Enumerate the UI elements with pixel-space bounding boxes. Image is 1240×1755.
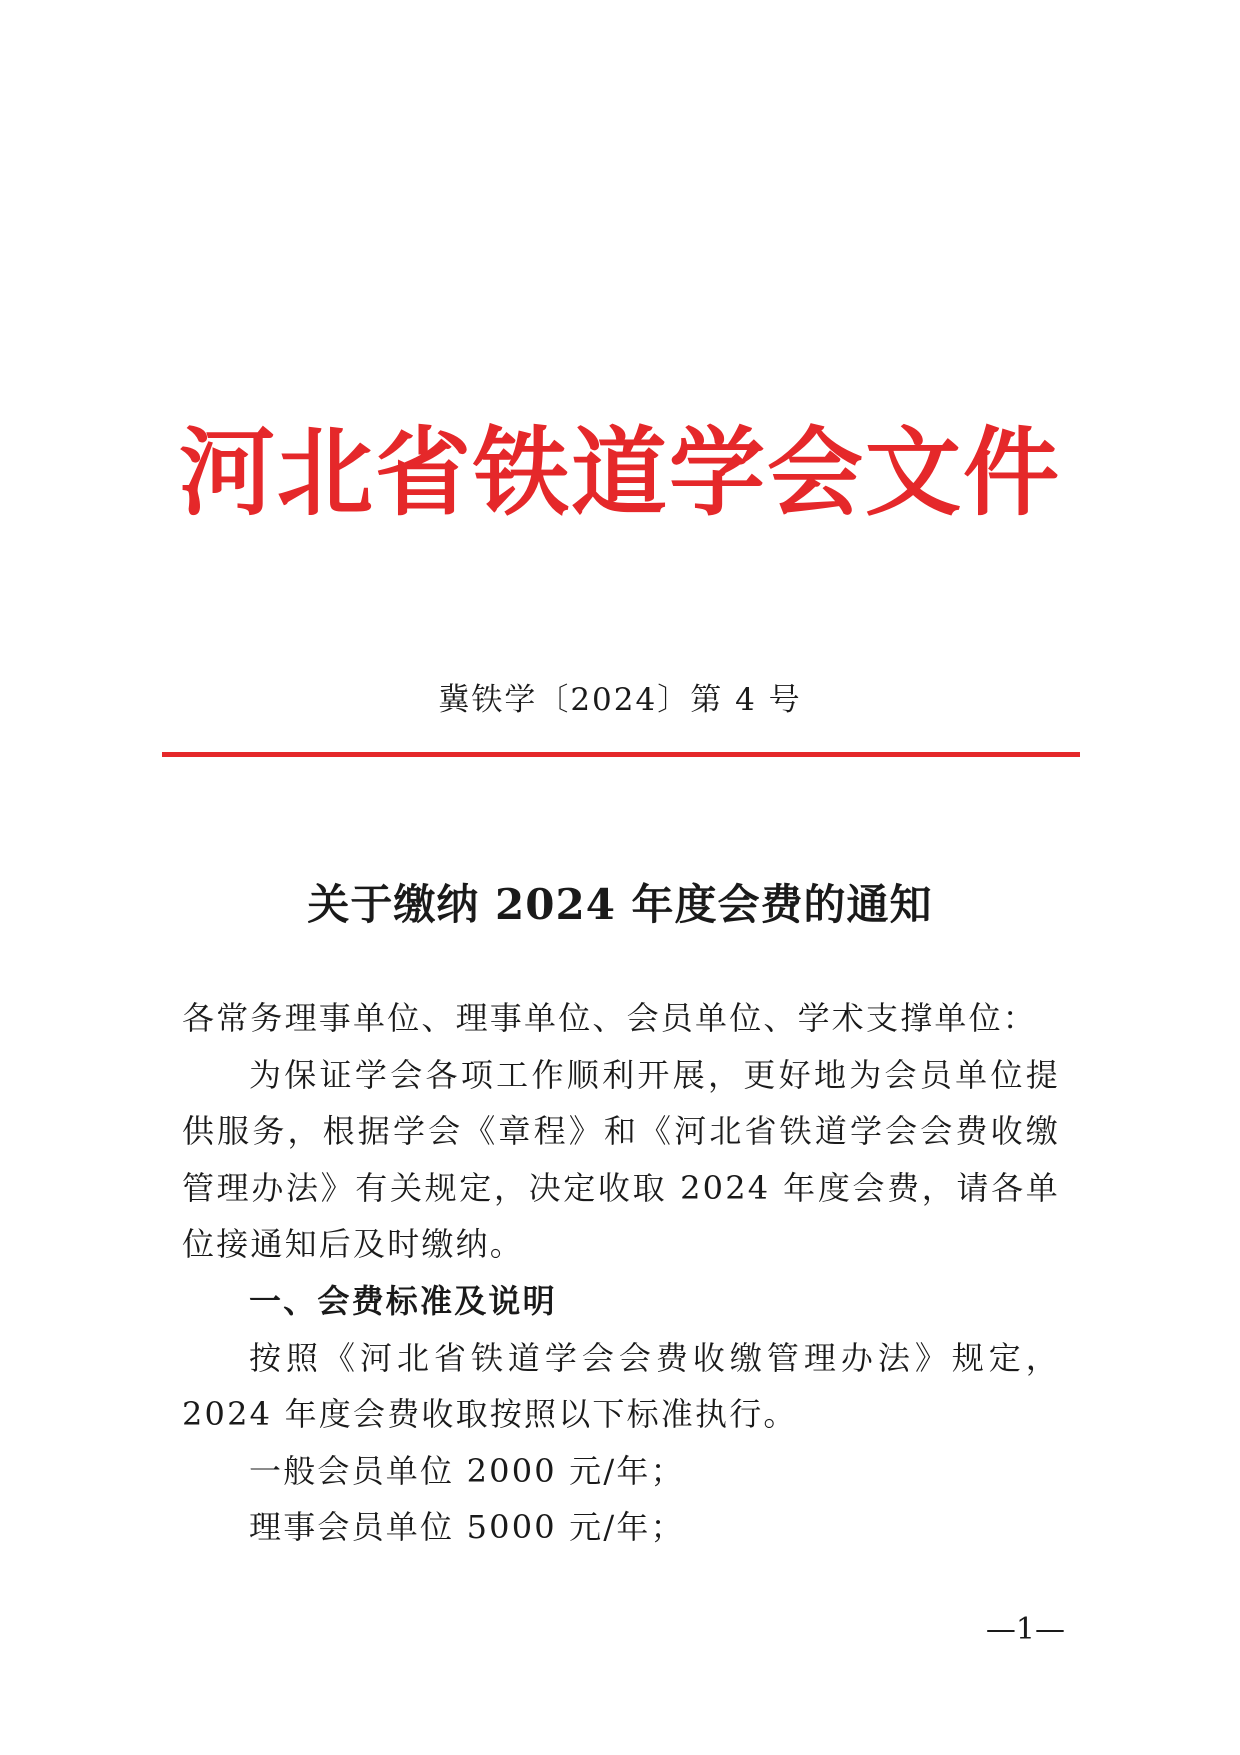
notice-body [182, 990, 1060, 1556]
document-masthead: 河北省铁道学会文件 [179, 417, 1061, 529]
page-number: —1— [985, 1612, 1065, 1647]
section-heading-fee-standard: 一、会费标准及说明 [249, 1281, 557, 1320]
intro-paragraph: 为保证学会各项工作顺利开展，更好地为会员单位提供服务，根据学会《章程》和《河北省铁道学会会费收缴管理办法》有关规定，决定收取 2024 年度会费，请各单位接通知后及时缴纳。 [182, 1055, 1060, 1264]
fee-item-general-member: 一般会员单位 2000 元/年； [249, 1451, 685, 1490]
notice-title: 关于缴纳 2024 年度会费的通知 [307, 880, 933, 929]
section-paragraph-fee-standard: 按照《河北省铁道学会会费收缴管理办法》规定，2024 年度会费收取按照以下标准执行。 [182, 1338, 1060, 1434]
document-number: 冀铁学〔2024〕第 4 号 [438, 682, 802, 718]
fee-item-council-member: 理事会员单位 5000 元/年； [249, 1508, 685, 1547]
red-divider-line [162, 752, 1080, 757]
salutation: 各常务理事单位、理事单位、会员单位、学术支撑单位： [182, 999, 1038, 1037]
